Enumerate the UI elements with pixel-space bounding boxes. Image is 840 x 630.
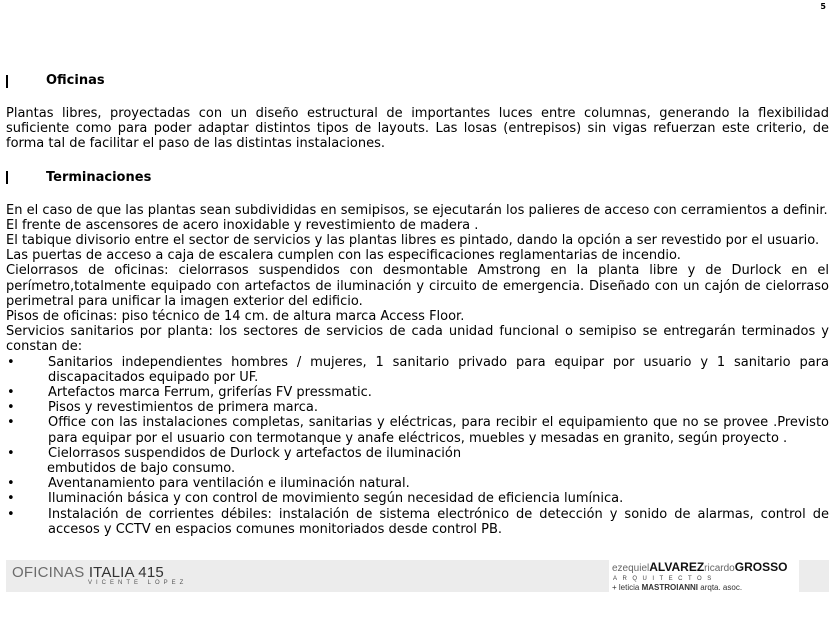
list-item-text: Sanitarios independientes hombres / mujeres, 1 sanitario privado para equipar por usuario y 1 sanitario para discapacitados equipado por UF. [48, 354, 829, 385]
list-item [6, 400, 829, 415]
list-item [6, 355, 829, 385]
associate-title: arqta. asoc. [698, 583, 743, 592]
bullet-list [6, 355, 829, 537]
bullet-icon: • [7, 354, 15, 370]
project-location: VICENTE LOPEZ [88, 580, 188, 586]
list-item-continuation [6, 461, 829, 476]
heading-text: Terminaciones [46, 170, 152, 185]
project-title [12, 564, 187, 581]
terminaciones-paragraph: Las puertas de acceso a caja de escalera cumplen con las especificaciones reglamentarias de incendio. [6, 248, 681, 264]
heading-text: Oficinas [46, 73, 105, 89]
architect-last-name: GROSSO [734, 560, 788, 574]
list-item [6, 507, 829, 537]
list-item [6, 476, 829, 491]
terminaciones-paragraph: El tabique divisorio entre el sector de servicios y las plantas libres es pintado, dando la opción a ser revestido por el usuario. [6, 233, 820, 249]
associate-name [609, 583, 799, 593]
bullet-icon: • [7, 415, 15, 431]
section-heading-oficinas [6, 72, 829, 90]
list-item [6, 446, 829, 461]
document-body [6, 72, 829, 537]
list-item-text: embutidos de bajo consumo. [47, 461, 236, 477]
page-number: 5 [820, 2, 826, 11]
oficinas-paragraph: Plantas libres, proyectadas con un diseño estructural de importantes luces entre columnas, generando la flexibilidad suficiente como para poder adaptar distintos tipos de layouts. Las losas (entrepisos) sin vigas refuerzan este criterio, de forma tal de facilitar el paso de las distintas instalaciones. [6, 106, 829, 152]
architects-names [609, 560, 799, 575]
bullet-icon: • [7, 476, 15, 492]
bullet-icon: • [7, 385, 15, 401]
project-name: ITALIA 415 [88, 564, 164, 581]
terminaciones-paragraph: Pisos de oficinas: piso técnico de 14 cm. de altura marca Access Floor. [6, 309, 465, 325]
list-item-text: Cielorrasos suspendidos de Durlock y artefactos de iluminación [48, 445, 462, 461]
architect-first-name: ezequiel [612, 563, 650, 574]
footer-bar [6, 560, 829, 592]
bullet-icon: • [7, 445, 15, 461]
architects-label: ARQUITECTOS [613, 576, 717, 582]
list-item-text: Office con las instalaciones completas, sanitarias y eléctricas, para recibir el equipamiento que no se provee .Previsto para equipar por el usuario con termotanque y anafe eléctricos, muebles y mesadas en granito, según proyecto . [48, 415, 829, 446]
architect-first-name: ricardo [704, 563, 735, 574]
list-item-text: Pisos y revestimientos de primera marca. [48, 400, 318, 416]
list-item [6, 385, 829, 400]
list-item-text: Iluminación básica y con control de movimiento según necesidad de eficiencia lumínica. [48, 491, 624, 507]
bullet-icon: • [7, 491, 15, 507]
project-prefix: OFICINAS [12, 564, 89, 581]
associate-last-name: MASTROIANNI [641, 583, 699, 592]
architect-last-name: ALVAREZ [649, 560, 705, 574]
heading-bar [6, 75, 8, 88]
project-logo [12, 564, 187, 586]
list-item-text: Aventanamiento para ventilación e iluminación natural. [48, 476, 410, 492]
list-item-text: Instalación de corrientes débiles: instalación de sistema electrónico de detección y sonido de alarmas, control de accesos y CCTV en espacios comunes monitoriados desde control PB. [48, 506, 829, 537]
bullet-icon: • [7, 506, 15, 522]
terminaciones-paragraph: Servicios sanitarios por planta: los sectores de servicios de cada unidad funcional o semipiso se entregarán terminados y constan de: [6, 324, 829, 355]
terminaciones-paragraph: El frente de ascensores de acero inoxidable y revestimiento de madera . [6, 217, 479, 233]
list-item [6, 491, 829, 506]
terminaciones-paragraph: En el caso de que las plantas sean subdivididas en semipisos, se ejecutarán los palieres de acceso con cerramientos a definir. [6, 202, 828, 218]
architects-logo [609, 560, 799, 592]
heading-bar [6, 171, 8, 184]
list-item-text: Artefactos marca Ferrum, griferías FV pressmatic. [48, 385, 372, 401]
terminaciones-paragraph: Cielorrasos de oficinas: cielorrasos suspendidos con desmontable Amstrong en la planta libre y de Durlock en el perímetro,totalmente equipado con artefactos de iluminación y circuito de emergencia. Diseñado con un cajón de cielorraso perimetral para unificar la imagen exterior del edificio. [6, 263, 829, 309]
list-item [6, 415, 829, 445]
associate-first-name: + leticia [612, 583, 642, 592]
bullet-icon: • [7, 400, 15, 416]
section-heading-terminaciones [6, 169, 829, 187]
